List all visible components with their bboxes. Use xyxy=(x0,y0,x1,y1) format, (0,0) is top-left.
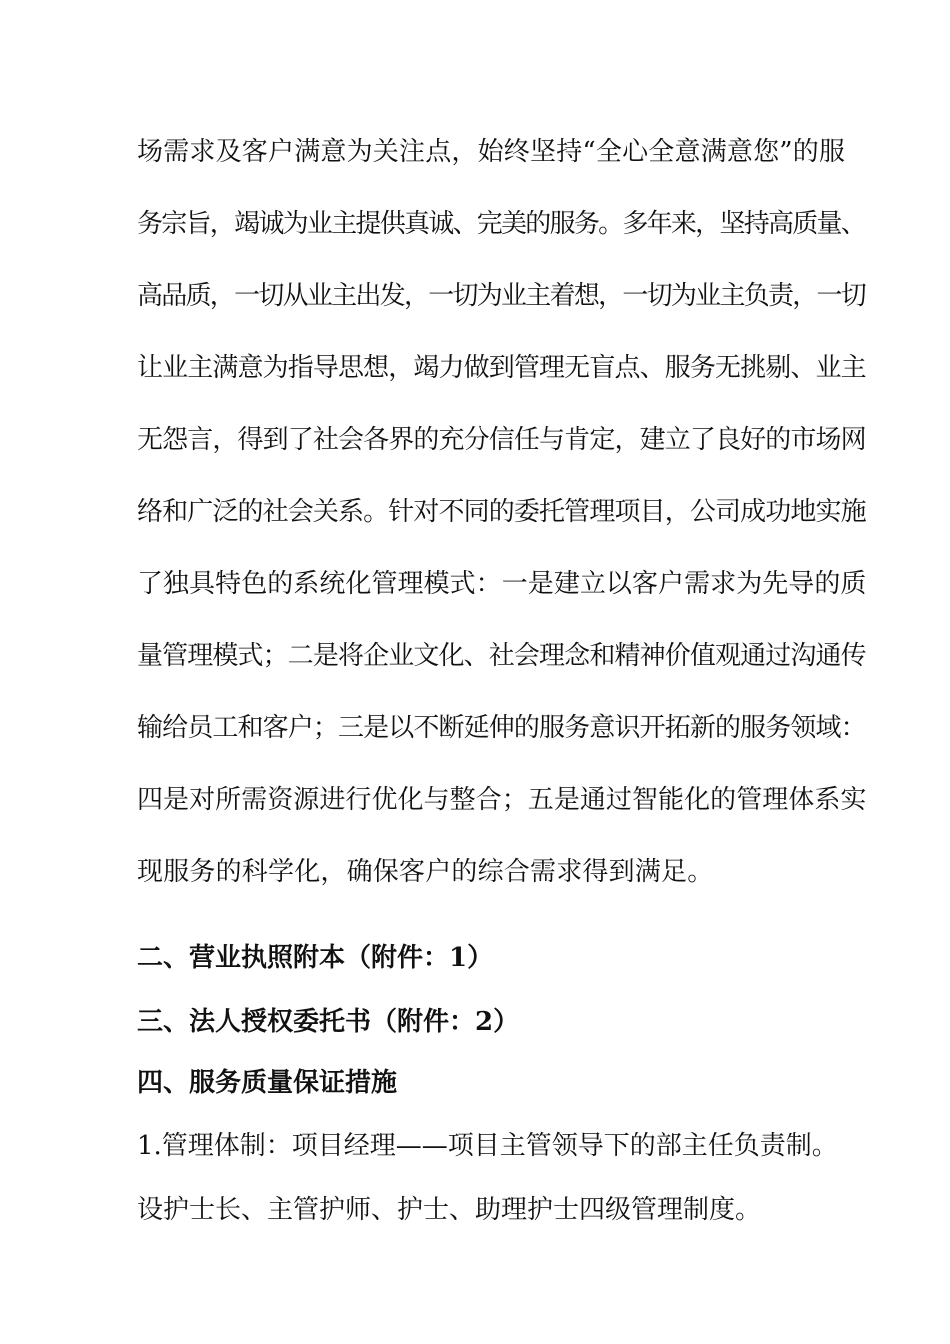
intro-paragraph xyxy=(137,128,867,920)
text-line: 络和广泛的社会关系。针对不同的委托管理项目，公司成功地实施 xyxy=(137,497,866,527)
text-line: 让业主满意为指导思想，竭力做到管理无盲点、服务无挑剔、业主 xyxy=(137,353,866,383)
section-heading-authorization-letter: 三、法人授权委托书（附件：2） xyxy=(137,1007,520,1037)
text-line: 了独具特色的系统化管理模式：一是建立以客户需求为先导的质 xyxy=(137,569,867,599)
text-line: 四是对所需资源进行优化与整合；五是通过智能化的管理体系实 xyxy=(137,785,867,815)
text-line: 现服务的科学化，确保客户的综合需求得到满足。 xyxy=(137,857,714,887)
text-line: 场需求及客户满意为关注点，始终坚持“全心全意满意您”的服 xyxy=(137,137,846,167)
section-heading-quality-measures: 四、服务质量保证措施 xyxy=(137,1068,398,1098)
text-line: 务宗旨，竭诚为业主提供真诚、完美的服务。多年来，坚持高质量、 xyxy=(137,209,866,239)
nursing-levels-paragraph: 设护士长、主管护师、护士、助理护士四级管理制度。 xyxy=(137,1195,762,1225)
text-line: 无怨言，得到了社会各界的充分信任与肯定，建立了良好的市场网 xyxy=(137,425,866,455)
text-line: 量管理模式；二是将企业文化、社会理念和精神价值观通过沟通传 xyxy=(137,641,866,671)
text-line: 高品质，一切从业主出发，一切为业主着想，一切为业主负责，一切 xyxy=(137,281,866,311)
text-line: 输给员工和客户；三是以不断延伸的服务意识开拓新的服务领域： xyxy=(137,713,866,743)
section-heading-business-license: 二、营业执照附本（附件：1） xyxy=(137,943,494,973)
management-system-paragraph: 1.管理体制：项目经理——项目主管领导下的部主任负责制。 xyxy=(137,1131,838,1161)
